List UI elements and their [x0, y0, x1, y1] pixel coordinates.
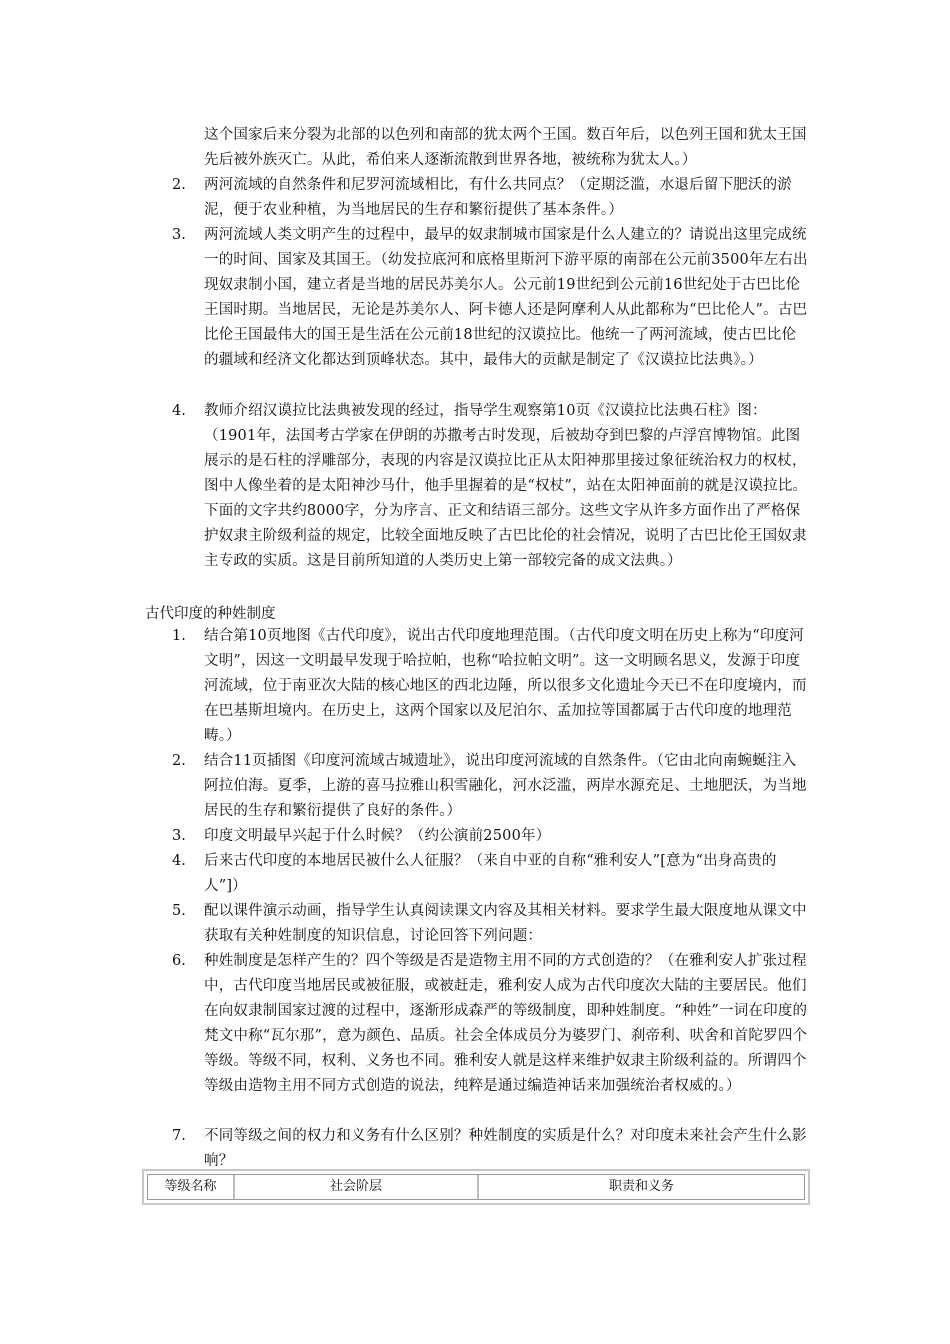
list-text: 两河流域的自然条件和尼罗河流域相比，有什么共同点？（定期泛滥，水退后留下肥沃的淤泥，便于农业种植，为当地居民的生存和繁衍提供了基本条件。） [204, 177, 792, 218]
continuation-paragraph: 这个国家后来分裂为北部的以色列和南部的犹太两个王国。数百年后，以色列王国和犹太王国先后被外族灭亡。从此，希伯来人逐渐流散到世界各地，被统称为犹太人。） [204, 127, 807, 168]
list-text: 结合第10页地图《古代印度》，说出古代印度地理范围。（古代印度文明在历史上称为“印度河文明”，因这一文明最早发现于哈拉帕，也称“哈拉帕文明”。这一文明顾名思义，发源于印度河流域，位于南亚次大陆的核心地区的西北边陲，所以很多文化遗址今天已不在印度境内，而在巴基斯坦境内。在历史上，这两个国家以及尼泊尔、孟加拉等国都属于古代印度的地理范畴。） [204, 628, 807, 744]
list-number: 5. [172, 903, 186, 919]
table-header-row [147, 1174, 805, 1200]
table-header-cell: 等级名称 [148, 1175, 235, 1199]
list-text: 两河流域人类文明产生的过程中，最早的奴隶制城市国家是什么人建立的？请说出这里完成统一的时间、国家及其国王。（幼发拉底河和底格里斯河下游平原的南部在公元前3500年左右出现奴隶制小国，建立者是当地的居民苏美尔人。公元前19世纪到公元前16世纪处于古巴比伦王国时期。当地居民，无论是苏美尔人、阿卡德人还是阿摩利人从此都称为“巴比伦人”。古巴比伦王国最伟大的国王是生活在公元前18世纪的汉谟拉比。他统一了两河流域，使古巴比伦的疆域和经济文化都达到顶峰状态。其中，最伟大的贡献是制定了《汉谟拉比法典》。） [204, 227, 808, 368]
list-text: 种姓制度是怎样产生的？四个等级是否是造物主用不同的方式创造的？（在雅利安人扩张过程中，古代印度当地居民或被征服，或被赶走，雅利安人成为古代印度次大陆的主要居民。他们在向奴隶制国家过渡的过程中，逐渐形成森严的等级制度，即种姓制度。“种姓”一词在印度的梵文中称“瓦尔那”，意为颜色、品质。社会全体成员分为婆罗门、刹帝利、吠舍和首陀罗四个等级。等级不同，权利、义务也不同。雅利安人就是这样来维护奴隶主阶级利益的。所谓四个等级由造物主用不同方式创造的说法，纯粹是通过编造神话来加强统治者权威的。） [204, 953, 808, 1094]
list-number: 2. [172, 177, 186, 193]
list-number: 3. [172, 227, 186, 243]
list-text: 印度文明最早兴起于什么时候？（约公演前2500年） [204, 828, 551, 844]
list-number: 4. [172, 853, 186, 869]
list-text: 配以课件演示动画，指导学生认真阅读课文内容及其相关材料。要求学生最大限度地从课文中获取有关种姓制度的知识信息，讨论回答下列问题： [204, 903, 807, 944]
list-text: 结合11页插图《印度河流域古城遗址》，说出印度河流域的自然条件。（它由北向南蜿蜒注入阿拉伯海。夏季，上游的喜马拉雅山积雪融化，河水泛滥，两岸水源充足、土地肥沃，为当地居民的生存和繁衍提供了良好的条件。） [204, 753, 807, 819]
list-number: 7. [172, 1128, 186, 1144]
list-number: 4. [172, 403, 186, 419]
section-heading: 古代印度的种姓制度 [145, 606, 276, 622]
list-number: 1. [172, 628, 186, 644]
list-number: 2. [172, 753, 186, 769]
list-text: 教师介绍汉谟拉比法典被发现的经过，指导学生观察第10页《汉谟拉比法典石柱》图：（1901年，法国考古学家在伊朗的苏撒考古时发现，后被劫夺到巴黎的卢浮宫博物馆。此图展示的是石柱的浮雕部分，表现的内容是汉谟拉比正从太阳神那里接过象征统治权力的权杖，图中人像坐着的是太阳神沙马什，他手里握着的是“权杖”，站在太阳神面前的就是汉谟拉比。下面的文字共约8000字，分为序言、正文和结语三部分。这些文字从许多方面作出了严格保护奴隶主阶级利益的规定，比较全面地反映了古巴比伦的社会情况，说明了古巴比伦王国奴隶主专政的实质。这是目前所知道的人类历史上第一部较完备的成文法典。） [204, 403, 808, 569]
caste-table [142, 1169, 810, 1205]
list-number: 3. [172, 828, 186, 844]
list-text: 后来古代印度的本地居民被什么人征服？（来自中亚的自称“雅利安人”[意为“出身高贵的人”]） [204, 853, 777, 894]
table-header-cell: 社会阶层 [235, 1175, 479, 1199]
list-text: 不同等级之间的权力和义务有什么区别？种姓制度的实质是什么？对印度未来社会产生什么影响？ [204, 1128, 807, 1169]
list-number: 6. [172, 953, 186, 969]
table-header-cell: 职责和义务 [608, 1179, 674, 1194]
